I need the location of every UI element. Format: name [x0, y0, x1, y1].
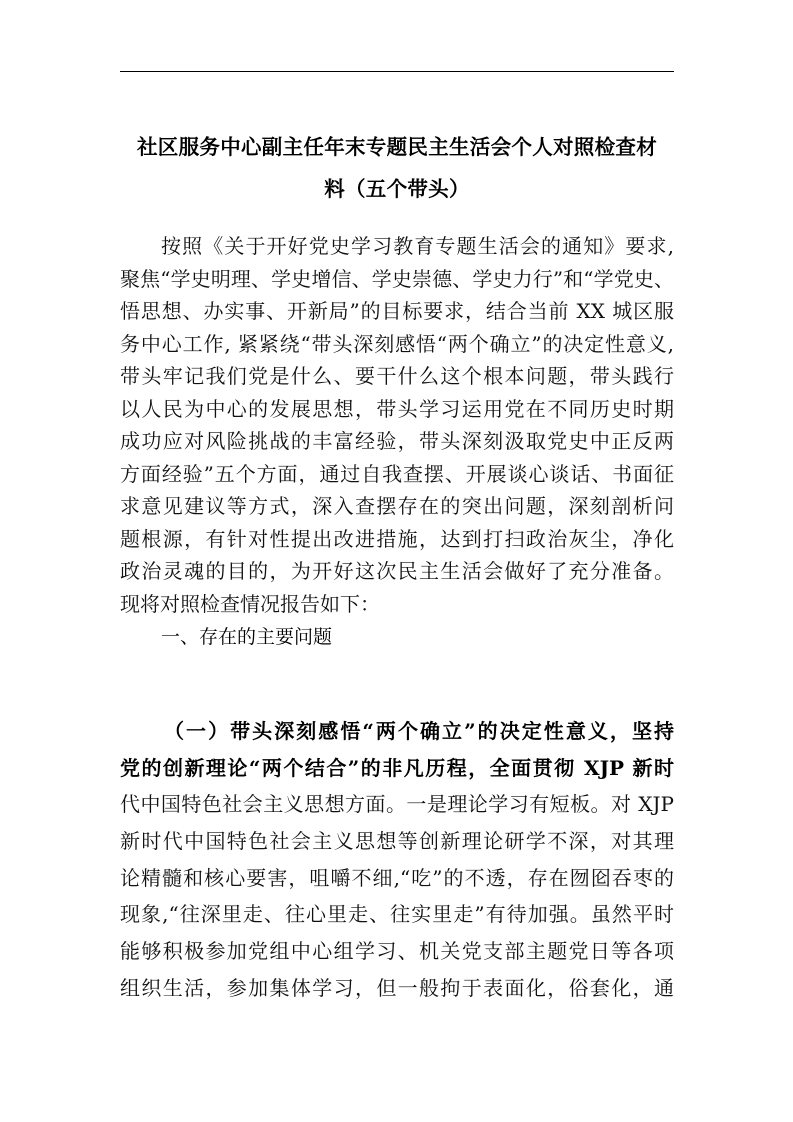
paragraph-line: 成功应对风险挑战的丰富经验，带头深刻汲取党史中正反两: [120, 429, 674, 453]
paragraph-line: 新时代中国特色社会主义思想等创新理论研学不深，对其理: [120, 829, 674, 854]
paragraph-line: 能够积极参加党组中心组学习、机关党支部主题党日等各项: [120, 939, 674, 964]
paragraph-line: 悟思想、办实事、开新局”的目标要求，结合当前 XX 城区服: [120, 299, 674, 323]
paragraph-line: 务中心工作, 紧紧绕“带头深刻感悟“两个确立”的决定性意义,: [120, 331, 674, 356]
paragraph-line: 聚焦“学史明理、学史增信、学史崇德、学史力行”和“学党史、: [120, 266, 674, 291]
document-title: [120, 126, 674, 210]
paragraph-line: 组织生活，参加集体学习，但一般拘于表面化，俗套化，通: [120, 975, 674, 1000]
paragraph-line: （一）带头深刻感悟“两个确立”的决定性意义，坚持: [164, 719, 674, 743]
paragraph-line: 求意见建议等方式，深入查摆存在的突出问题，深刻剖析问: [120, 494, 674, 518]
paragraph-line: 以人民为中心的发展思想，带头学习运用党在不同历史时期: [120, 396, 674, 421]
intro-paragraph: [120, 230, 674, 654]
paragraph-line: 题根源，有针对性提出改进措施，达到打扫政治灰尘，净化: [120, 526, 674, 551]
title-line: 料（五个带头）: [324, 177, 470, 201]
paragraph-line: 党的创新理论“两个结合”的非凡历程，全面贯彻 XJP 新时: [120, 755, 674, 780]
paragraph-line: 现象,“往深里走、往心里走、往实里走”有待加强。虽然平时: [120, 902, 674, 927]
header-rule: [120, 71, 674, 72]
title-line: 社区服务中心副主任年末专题民主生活会个人对照检查材: [137, 135, 657, 159]
section-paragraph: [120, 713, 674, 1007]
paragraph-line: 按照《关于开好党史学习教育专题生活会的通知》要求,: [161, 234, 674, 258]
paragraph-line: 带头牢记我们党是什么、要干什么这个根本问题，带头践行: [120, 364, 674, 388]
paragraph-line: 论精髓和核心要害，咀嚼不细,“吃”的不透，存在囫囵吞枣的: [120, 865, 674, 890]
paragraph-line: 政治灵魂的目的，为开好这次民主生活会做好了充分准备。: [120, 559, 674, 583]
paragraph-line: 现将对照检查情况报告如下：: [120, 591, 380, 616]
section-heading: 一、存在的主要问题: [161, 626, 333, 648]
paragraph-line: 方面经验”五个方面，通过自我查摆、开展谈心谈话、书面征: [120, 461, 674, 486]
paragraph-line: 代中国特色社会主义思想方面。一是理论学习有短板。对 XJP: [120, 792, 674, 817]
